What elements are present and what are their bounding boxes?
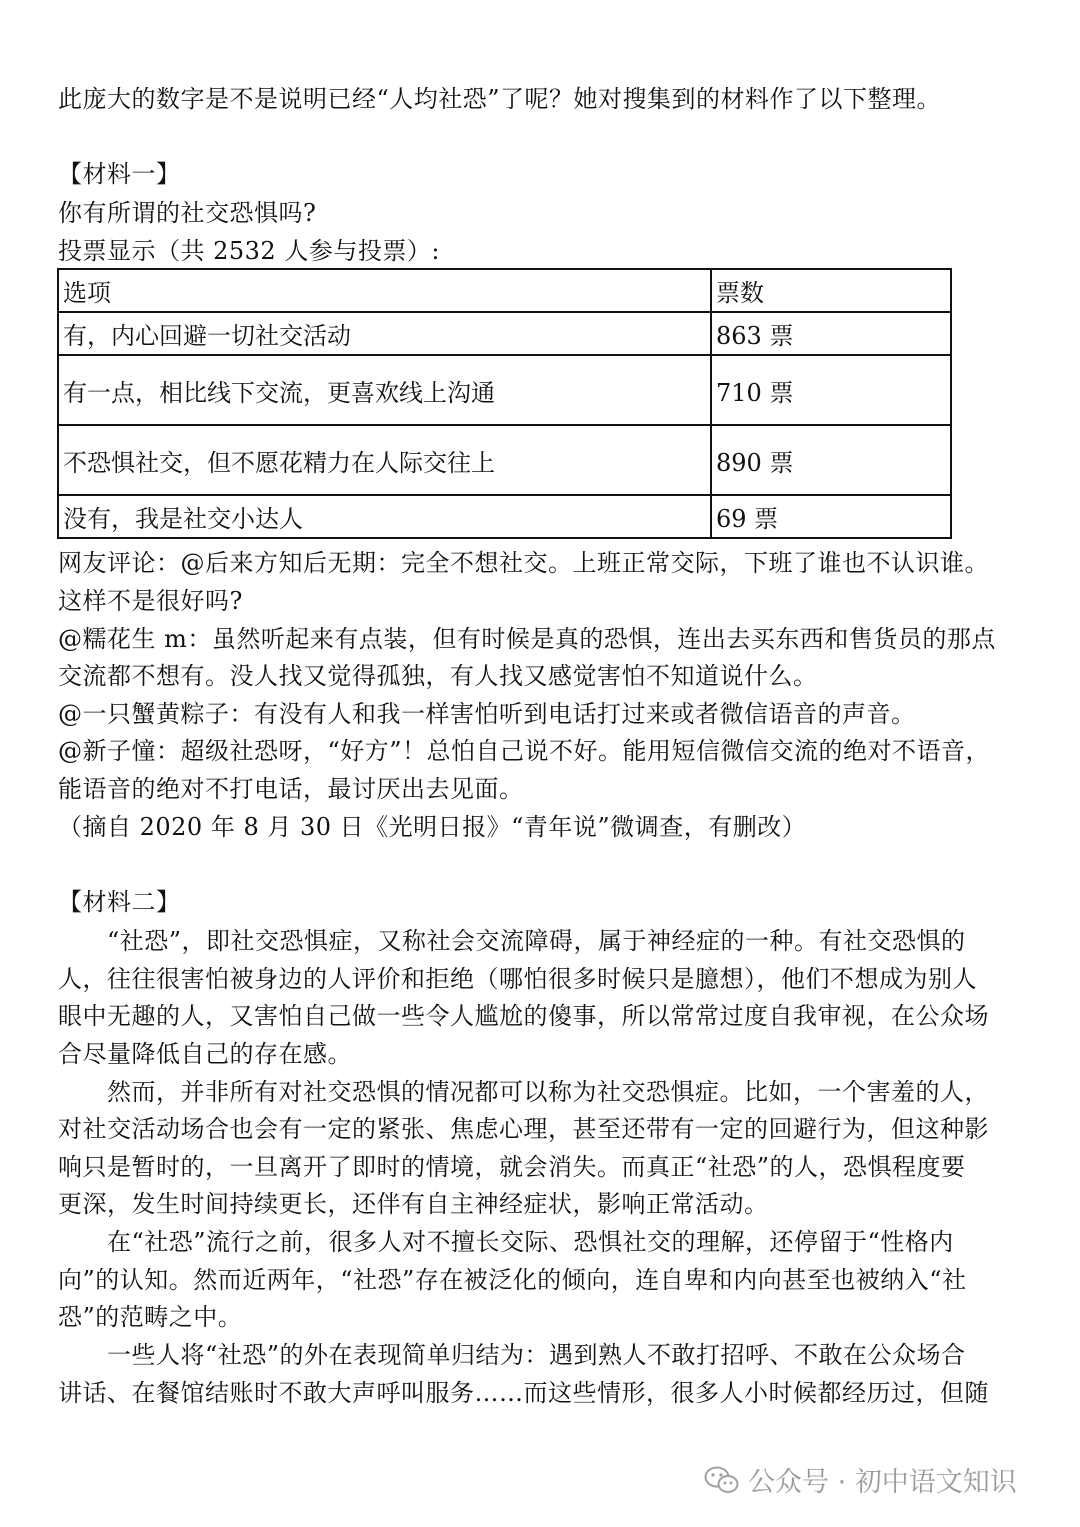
comment-line: 这样不是很好吗? <box>58 587 243 615</box>
comment-line: @新子憧：超级社恐呀，“好方”！总怕自己说不好。能用短信微信交流的绝对不语音， <box>58 737 991 765</box>
wechat-icon <box>704 1465 740 1495</box>
paragraph-line: 一些人将“社恐”的外在表现简单归结为：遇到熟人不敢打招呼、不敢在公众场合 <box>58 1341 966 1369</box>
table-cell-option: 不恐惧社交，但不愿花精力在人际交往上 <box>58 425 711 495</box>
material2-heading: 【材料二】 <box>58 888 181 916</box>
paragraph-line: 在“社恐”流行之前，很多人对不擅长交际、恐惧社交的理解，还停留于“性格内 <box>58 1228 954 1256</box>
watermark-text: 公众号 · 初中语文知识 <box>748 1467 1017 1498</box>
paragraph-line: 合尽量降低自己的存在感。 <box>58 1040 352 1068</box>
paragraph-line: “社恐”，即社交恐惧症，又称社会交流障碍，属于神经症的一种。有社交恐惧的 <box>58 927 966 955</box>
paragraph-line: 然而，并非所有对社交恐惧的情况都可以称为社交恐惧症。比如，一个害羞的人， <box>58 1078 989 1106</box>
table-cell-option: 没有，我是社交小达人 <box>58 495 711 538</box>
table-cell-option: 有一点，相比线下交流，更喜欢线上沟通 <box>58 355 711 425</box>
watermark <box>704 1460 1017 1499</box>
vote-caption: 投票显示（共 2532 人参与投票）: <box>58 237 440 265</box>
comment-line: @糯花生 m：虽然听起来有点装，但有时候是真的恐惧，连出去买东西和售货员的那点 <box>58 625 996 653</box>
table-cell-votes: 890 票 <box>711 425 951 495</box>
paragraph-line: 对社交活动场合也会有一定的紧张、焦虑心理，甚至还带有一定的回避行为，但这种影 <box>58 1115 989 1143</box>
table-cell-votes: 69 票 <box>711 495 951 538</box>
table-header-votes: 票数 <box>711 269 951 312</box>
paragraph-line: 更深，发生时间持续更长，还伴有自主神经症状，影响正常活动。 <box>58 1190 769 1218</box>
paragraph-line: 人，往往很害怕被身边的人评价和拒绝（哪怕很多时候只是臆想），他们不想成为别人 <box>58 965 977 993</box>
paragraph-line: 向”的认知。然而近两年，“社恐”存在被泛化的倾向，连自卑和内向甚至也被纳入“社 <box>58 1266 967 1294</box>
table-row <box>58 495 951 538</box>
paragraph-line: 眼中无趣的人，又害怕自己做一些令人尴尬的傻事，所以常常过度自我审视，在公众场 <box>58 1002 989 1030</box>
paragraph-line: 响只是暂时的，一旦离开了即时的情境，就会消失。而真正“社恐”的人，恐惧程度要 <box>58 1153 966 1181</box>
comment-line: @一只蟹黄粽子：有没有人和我一样害怕听到电话打过来或者微信语音的声音。 <box>58 700 916 728</box>
table-cell-votes: 710 票 <box>711 355 951 425</box>
paragraph-line: 讲话、在餐馆结账时不敢大声呼叫服务……而这些情形，很多人小时候都经历过，但随 <box>58 1379 989 1407</box>
poll-table <box>57 268 952 539</box>
comment-line: 能语音的绝对不打电话，最讨厌出去见面。 <box>58 775 524 803</box>
paragraph-line: 恐”的范畴之中。 <box>58 1303 243 1331</box>
table-cell-option: 有，内心回避一切社交活动 <box>58 312 711 355</box>
material1-heading: 【材料一】 <box>58 160 181 188</box>
table-row <box>58 355 951 425</box>
table-row <box>58 312 951 355</box>
poll-question: 你有所谓的社交恐惧吗? <box>58 199 317 227</box>
table-row <box>58 425 951 495</box>
source-citation: （摘自 2020 年 8 月 30 日《光明日报》“青年说”微调查，有删改） <box>58 813 807 841</box>
comment-line: 网友评论：@后来方知后无期：完全不想社交。上班正常交际，下班了谁也不认识谁。 <box>58 549 989 577</box>
table-cell-votes: 863 票 <box>711 312 951 355</box>
comment-line: 交流都不想有。没人找又觉得孤独，有人找又感觉害怕不知道说什么。 <box>58 662 818 690</box>
intro-line: 此庞大的数字是不是说明已经“人均社恐”了呢？她对搜集到的材料作了以下整理。 <box>58 85 942 113</box>
table-header-row <box>58 269 951 312</box>
table-header-option: 选项 <box>58 269 711 312</box>
